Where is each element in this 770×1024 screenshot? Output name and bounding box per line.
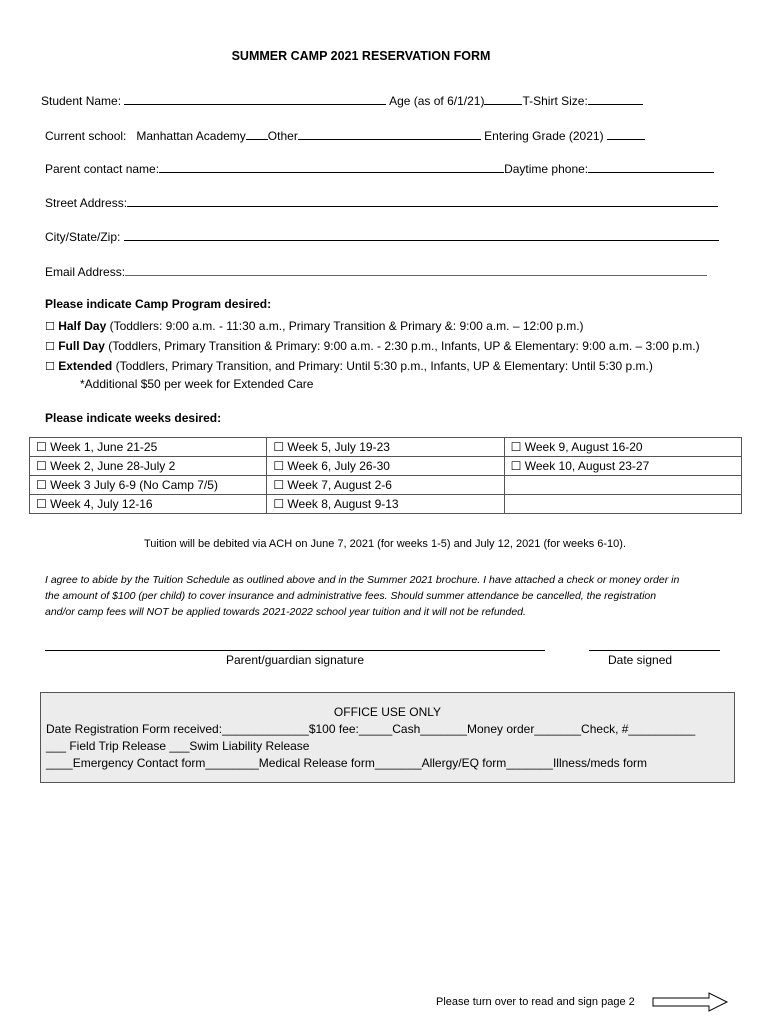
weeks-table [29,437,742,514]
program-option-detail: (Toddlers, Primary Transition, and Primary: Until 5:30 p.m., Infants, UP & Elementary: Until 5:30 p.m.) [112,359,653,373]
agreement-line: and/or camp fees will NOT be applied towards 2021-2022 school year tuition and it will not be refunded. [45,606,526,618]
program-option-full-day[interactable] [45,338,700,355]
manhattan-academy-field[interactable] [246,128,268,140]
week-5-option[interactable]: ☐ Week 5, July 19-23 [267,438,504,457]
parent-name-label: Parent contact name: [45,162,160,176]
parent-signature-line[interactable] [45,650,545,651]
week-6-option[interactable]: ☐ Week 6, July 26-30 [267,457,504,476]
age-label: Age (as of 6/1/21) [389,94,485,108]
empty-cell [504,476,741,495]
week-7-option[interactable]: ☐ Week 7, August 2-6 [267,476,504,495]
agreement-line: the amount of $100 (per child) to cover insurance and administrative fees. Should summer attendance be cancelled, the registration [45,590,657,602]
email-field[interactable] [125,264,707,276]
tshirt-label: T-Shirt Size: [522,94,588,108]
week-10-option[interactable]: ☐ Week 10, August 23-27 [504,457,741,476]
program-option-detail: (Toddlers, Primary Transition & Primary: 9:00 a.m. - 2:30 p.m., Infants, UP & Elementary: 9:00 a.m. – 3:00 p.m.) [104,339,700,353]
week-2-option[interactable]: ☐ Week 2, June 28-July 2 [30,457,267,476]
office-line-1: Date Registration Form received:_____________$100 fee:_____Cash_______Money order_______Check, #__________ [46,722,696,736]
office-use-box [40,692,735,783]
table-row [30,438,742,457]
street-field[interactable] [127,195,718,207]
city-field[interactable] [124,229,719,241]
week-1-option[interactable]: ☐ Week 1, June 21-25 [30,438,267,457]
grade-label: Entering Grade (2021) [484,129,604,143]
agreement-text [45,572,679,620]
program-option-detail: (Toddlers: 9:00 a.m. - 11:30 a.m., Primary Transition & Primary &: 9:00 a.m. – 12:00 p.m.) [106,319,584,333]
parent-signature-label: Parent/guardian signature [226,653,365,667]
table-row [30,495,742,514]
student-name-field[interactable] [124,93,386,105]
week-9-option[interactable]: ☐ Week 9, August 16-20 [504,438,741,457]
table-row [30,476,742,495]
program-option-extended[interactable] [45,358,653,375]
agreement-line: I agree to abide by the Tuition Schedule as outlined above and in the Summer 2021 brochure. I have attached a check or money order in [45,574,680,586]
weeks-heading: Please indicate weeks desired: [45,411,222,425]
office-line-2: ___ Field Trip Release ___Swim Liability Release [46,739,310,753]
program-option-name: Half Day [58,319,107,333]
grade-field[interactable] [607,128,645,140]
week-8-option[interactable]: ☐ Week 8, August 9-13 [267,495,504,514]
office-line-3: ____Emergency Contact form________Medical Release form_______Allergy/EQ form_______Illness/meds form [46,756,647,770]
program-option-name: Full Day [58,339,105,353]
student-row [41,93,643,109]
program-option-name: Extended [58,359,113,373]
school-row [45,128,645,144]
tshirt-field[interactable] [588,93,643,105]
city-label: City/State/Zip: [45,230,121,244]
email-label: Email Address: [45,265,126,279]
program-option-half-day[interactable] [45,318,584,335]
program-heading: Please indicate Camp Program desired: [45,297,272,311]
date-signed-label: Date signed [608,653,673,667]
email-row [45,264,707,280]
checkbox-icon[interactable]: ☐ [45,340,55,353]
form-title: SUMMER CAMP 2021 RESERVATION FORM [231,49,491,63]
checkbox-icon[interactable]: ☐ [45,360,55,373]
school-option-manhattan: Manhattan Academy [136,129,246,143]
turn-over-note: Please turn over to read and sign page 2 [436,996,635,1008]
school-label: Current school: [45,129,127,143]
right-arrow-icon [651,992,731,1012]
office-heading: OFFICE USE ONLY [333,705,442,719]
parent-name-field[interactable] [159,161,504,173]
street-label: Street Address: [45,196,128,210]
checkbox-icon[interactable]: ☐ [45,320,55,333]
city-row [45,229,719,245]
parent-row [45,161,714,177]
phone-label: Daytime phone: [504,162,589,176]
age-field[interactable] [484,93,522,105]
week-4-option[interactable]: ☐ Week 4, July 12-16 [30,495,267,514]
street-row [45,195,718,211]
week-3-option[interactable]: ☐ Week 3 July 6-9 (No Camp 7/5) [30,476,267,495]
table-row [30,457,742,476]
school-option-other: Other [267,129,298,143]
other-school-field[interactable] [298,128,481,140]
date-signed-line[interactable] [589,650,720,651]
empty-cell [504,495,741,514]
tuition-note: Tuition will be debited via ACH on June 7, 2021 (for weeks 1-5) and July 12, 2021 (for weeks 6-10). [143,538,627,550]
student-name-label: Student Name: [41,94,125,108]
phone-field[interactable] [588,161,714,173]
extended-care-note: *Additional $50 per week for Extended Care [80,377,314,391]
